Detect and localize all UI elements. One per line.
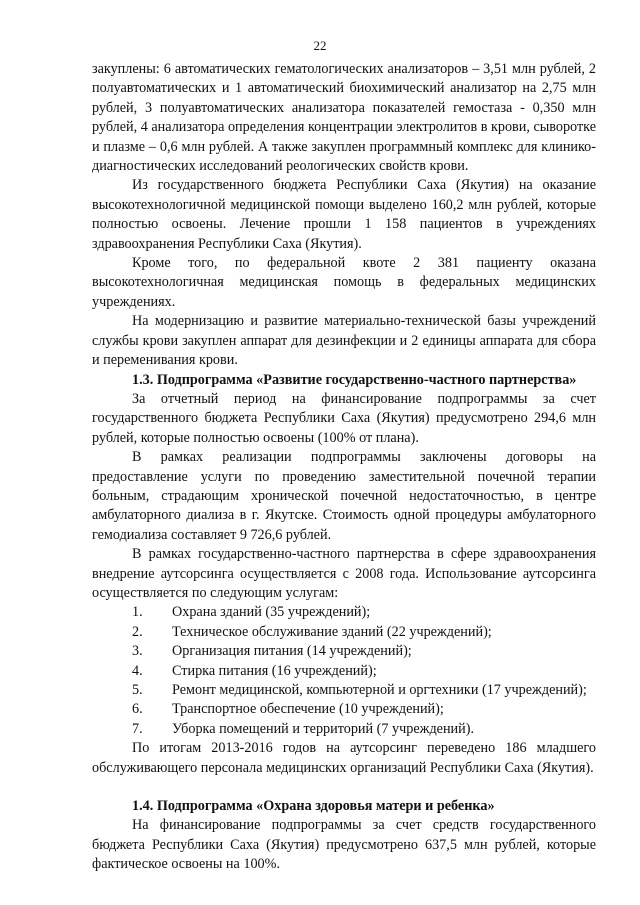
list-item: [92, 642, 596, 661]
list-item-number: 6.: [132, 701, 143, 718]
list-item-number: 2.: [132, 623, 143, 640]
paragraph: закуплены: 6 автоматических гематологических анализаторов – 3,51 млн рублей, 2 полуавтоматических и 1 автоматический биохимический анализатор на 2,75 млн рублей, 3 полуавтоматических анализатора показателей гемостаза - 0,350 млн рублей, 4 анализатора определения концентрации электролитов в крови, сыворотке и плазме – 0,6 млн рублей. А также закуплен программный комплекс для клинико-диагностических исследований реологических свойств крови.: [92, 61, 596, 175]
page-number: 22: [313, 38, 327, 53]
paragraph: Кроме того, по федеральной квоте 2 381 пациенту оказана высокотехнологичная медицинская помощь в федеральных медицинских учреждениях.: [92, 255, 596, 310]
list-item-text: Ремонт медицинской, компьютерной и оргтехники (17 учреждений);: [172, 682, 587, 698]
list-item: [92, 623, 596, 642]
list-item-text: Уборка помещений и территорий (7 учреждений).: [172, 720, 475, 737]
list-item-number: 7.: [132, 720, 143, 737]
paragraph: На модернизацию и развитие материально-технической базы учреждений службы крови закуплен аппарат для дезинфекции и 2 единицы аппарата для сбора и переменивания крови.: [92, 313, 596, 369]
paragraph: На финансирование подпрограммы за счет средств государственного бюджета Республики Саха (Якутия) предусмотрено 637,5 млн рублей, которые фактическое освоены на 100%.: [92, 817, 596, 873]
list-item-number: 3.: [132, 643, 143, 660]
list-item: [92, 662, 596, 681]
list-item-text: Охрана зданий (35 учреждений);: [172, 604, 371, 621]
paragraph: По итогам 2013-2016 годов на аутсорсинг переведено 186 младшего обслуживающего персонала медицинских организаций Республики Саха (Якутия).: [92, 740, 596, 776]
list-item-text: Транспортное обеспечение (10 учреждений);: [172, 701, 444, 718]
section-heading-1-3: 1.3. Подпрограмма «Развитие государственно-частного партнерства»: [132, 371, 577, 388]
list-item: [92, 700, 596, 719]
paragraph: Из государственного бюджета Республики Саха (Якутия) на оказание высокотехнологичной медицинской помощи выделено 160,2 млн рублей, которые полностью освоены. Лечение прошли 1 158 пациентов в учреждениях здравоохранения Республики Саха (Якутия).: [92, 177, 596, 252]
list-item: [92, 720, 596, 739]
list-item-number: 4.: [132, 662, 143, 679]
list-item: [92, 603, 596, 622]
list-item-text: Стирка питания (16 учреждений);: [172, 662, 377, 679]
list-item-number: 1.: [132, 604, 143, 621]
list-item: [92, 681, 596, 700]
document-body: [92, 60, 596, 875]
services-list: [92, 603, 596, 739]
paragraph: В рамках реализации подпрограммы заключены договоры на предоставление услуги по проведению заместительной почечной терапии больным, страдающим хронической почечной недостаточностью, в центре амбулаторного диализа в г. Якутске. Стоимость одной процедуры амбулаторного гемодиализа составляет 9 726,6 рублей.: [92, 449, 596, 543]
paragraph: За отчетный период на финансирование подпрограммы за счет государственного бюджета Республики Саха (Якутия) предусмотрено 294,6 млн рублей, которые полностью освоены (100% от плана).: [92, 390, 596, 446]
list-item-number: 5.: [132, 682, 143, 698]
list-item-text: Организация питания (14 учреждений);: [172, 643, 412, 660]
section-heading-1-4: 1.4. Подпрограмма «Охрана здоровья матери и ребенка»: [132, 798, 495, 815]
spacer: [92, 778, 596, 797]
paragraph: В рамках государственно-частного партнерства в сфере здравоохранения внедрение аутсорсинга осуществляется с 2008 года. Использование аутсорсинга осуществляется по следующим услугам:: [92, 546, 596, 601]
list-item-text: Техническое обслуживание зданий (22 учреждений);: [172, 623, 492, 640]
